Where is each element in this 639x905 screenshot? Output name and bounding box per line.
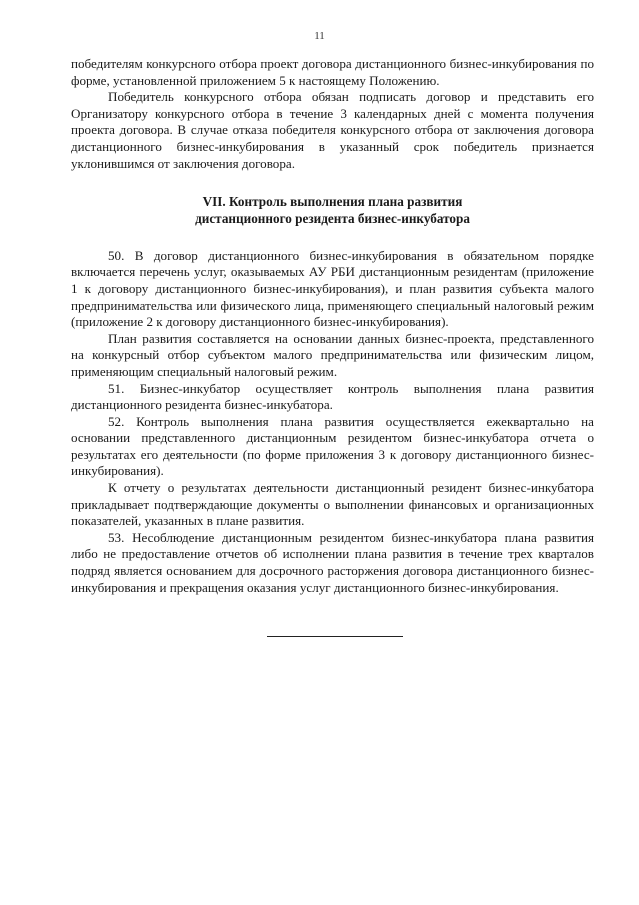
page-number: 11 <box>314 30 325 42</box>
paragraph-item-51: 51. Бизнес-инкубатор осуществляет контроль выполнения плана развития дистанционного резидента бизнес-инкубатора. <box>71 380 594 413</box>
section-heading-line-1: VII. Контроль выполнения плана развития <box>202 194 463 210</box>
paragraph-item-53: 53. Несоблюдение дистанционным резидентом бизнес-инкубатора плана развития либо не предоставление отчетов об исполнении плана развития в течение трех кварталов подряд является основанием для досрочного расторжения договора дистанционного бизнес-инкубирования и прекращения оказания услуг дистанционного бизнес-инкубирования. <box>71 529 594 595</box>
section-heading-line-2: дистанционного резидента бизнес-инкубатора <box>195 210 470 226</box>
end-separator-line <box>267 636 403 637</box>
paragraph-item-52: 52. Контроль выполнения плана развития осуществляется ежеквартально на основании представленного дистанционным резидентом бизнес-инкубатора отчета о результатах его деятельности (по форме приложения 3 к договору дистанционного бизнес-инкубирования). <box>71 413 594 479</box>
paragraph-plan-basis: План развития составляется на основании данных бизнес-проекта, представленного на конкурсный отбор субъектом малого предпринимательства или физическим лицом, применяющим специальный налоговый режим. <box>71 330 594 379</box>
paragraph-signing-obligation: Победитель конкурсного отбора обязан подписать договор и представить его Организатору конкурсного отбора в течение 3 календарных дней с момента получения проекта договора. В случае отказа победителя конкурсного отбора от заключения договора дистанционного бизнес-инкубирования в указанный срок победитель признается уклонившимся от заключения договора. <box>71 89 594 171</box>
paragraph-continuation: победителям конкурсного отбора проект договора дистанционного бизнес-инкубирования по форме, установленной приложением 5 к настоящему Положению. <box>71 56 594 88</box>
paragraph-report-attachments: К отчету о результатах деятельности дистанционный резидент бизнес-инкубатора прикладывает подтверждающие документы о выполнении финансовых и организационных показателей, указанных в плане развития. <box>71 480 594 529</box>
paragraph-item-50: 50. В договор дистанционного бизнес-инкубирования в обязательном порядке включается перечень услуг, оказываемых АУ РБИ дистанционным резидентам (приложение 1 к договору дистанционного бизнес-инкубирования), и план развития субъекта малого предпринимательства или физического лица, применяющего специальный налоговый режим (приложение 2 к договору дистанционного бизнес-инкубирования). <box>71 247 594 330</box>
section-heading <box>71 194 594 228</box>
document-body <box>71 56 594 596</box>
